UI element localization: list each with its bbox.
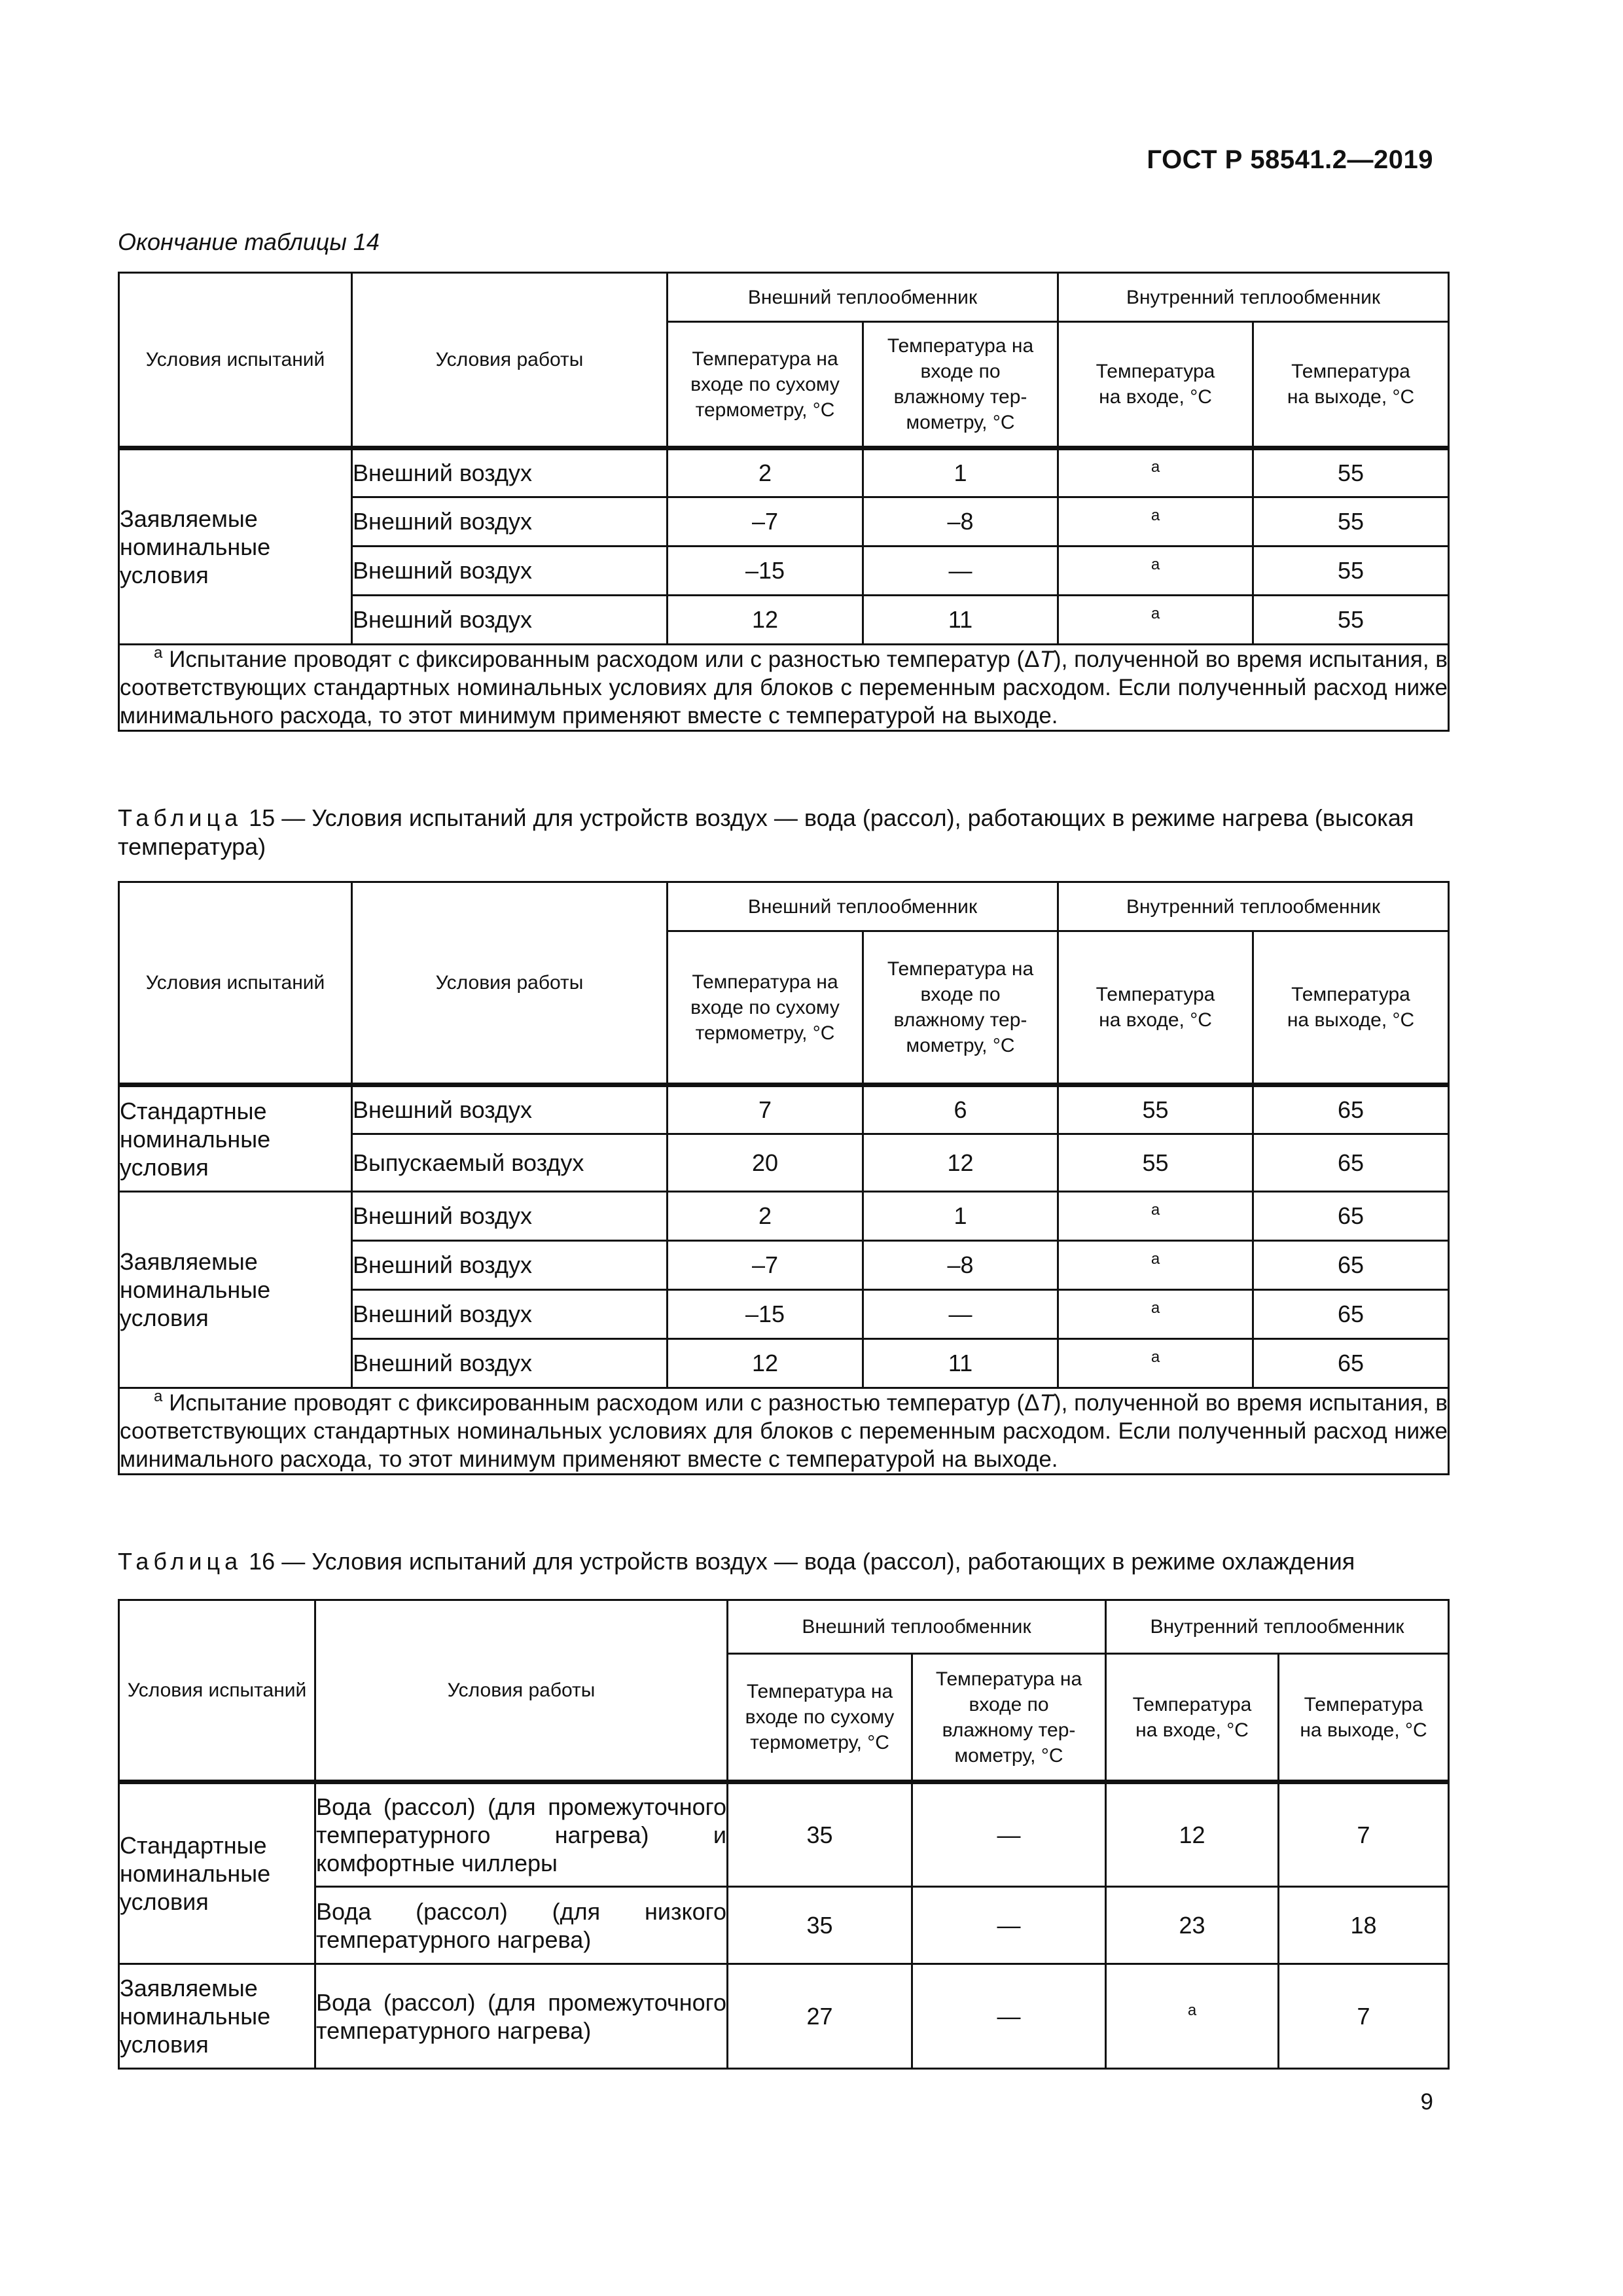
footnote-text-part2: ), полученной во время испытания, в соответствующих стандартных номинальных условиях для блоков с переменным расходом. Если полученный расход ниже минимального расхода, то этот минимум применяют вместе с температурой на выходе.	[120, 647, 1448, 728]
header-test-conditions: Условия испытаний	[119, 1600, 315, 1782]
cell-inlet-footnote-ref	[1058, 1339, 1253, 1388]
footnote-mark: а	[154, 644, 163, 662]
header-test-conditions: Условия испытаний	[119, 882, 352, 1085]
table-16	[118, 1599, 1450, 2070]
cell-outlet: 55	[1253, 497, 1449, 547]
cell-work: Внешний воздух	[352, 547, 668, 596]
cell-wet: –8	[863, 1241, 1058, 1290]
header-inlet-temp: Температура на входе, °С	[1058, 931, 1253, 1085]
cell-inlet-footnote-ref	[1106, 1964, 1279, 2069]
footnote-text-part1: Испытание проводят с фиксированным расходом или с разностью температур (Δ	[162, 1390, 1040, 1416]
header-indoor-hx: Внутренний теплообменник	[1106, 1600, 1449, 1654]
table-footnote	[119, 645, 1449, 731]
cell-inlet-footnote-ref	[1058, 547, 1253, 596]
cell-inlet-footnote-ref	[1058, 596, 1253, 645]
table14-caption: Окончание таблицы 14	[118, 228, 380, 255]
cell-dry: 12	[668, 1339, 863, 1388]
footnote-text-part2: ), полученной во время испытания, в соответствующих стандартных номинальных условиях для блоков с переменным расходом. Если полученный расход ниже минимального расхода, то этот минимум применяют вместе с температурой на выходе.	[120, 1390, 1448, 1472]
cell-work: Внешний воздух	[352, 1192, 668, 1241]
header-dry-bulb: Температура на входе по сухому термометру, °С	[668, 931, 863, 1085]
table-14-end	[118, 272, 1450, 732]
cell-wet: —	[863, 547, 1058, 596]
header-outdoor-hx: Внешний теплообменник	[728, 1600, 1106, 1654]
cell-work: Внешний воздух	[352, 1241, 668, 1290]
footnote-ref: а	[1187, 2001, 1197, 2019]
cell-wet: –8	[863, 497, 1058, 547]
cell-dry: –15	[668, 547, 863, 596]
cell-work: Выпускаемый воздух	[352, 1134, 668, 1192]
cell-dry: 35	[728, 1782, 912, 1887]
group-label: Заявляемые номинальные условия	[119, 1964, 315, 2069]
document-code: ГОСТ Р 58541.2—2019	[1147, 145, 1433, 174]
footnote-ref: а	[1150, 605, 1160, 622]
cell-outlet: 7	[1279, 1782, 1449, 1887]
footnote-ref: а	[1150, 1201, 1160, 1219]
cell-outlet: 7	[1279, 1964, 1449, 2069]
cell-inlet-footnote-ref	[1058, 1192, 1253, 1241]
cell-outlet: 65	[1253, 1085, 1449, 1134]
header-wet-bulb: Температура на входе по влажному термометру, °С	[912, 1654, 1106, 1782]
header-inlet-temp: Температура на входе, °С	[1058, 322, 1253, 448]
cell-work: Внешний воздух	[352, 448, 668, 497]
cell-wet: 11	[863, 1339, 1058, 1388]
header-indoor-hx: Внутренний теплообменник	[1058, 882, 1449, 931]
cell-outlet: 55	[1253, 596, 1449, 645]
table15-title: 15 — Условия испытаний для устройств воздух — вода (рассол), работающих в режиме нагрева (высокая температура)	[118, 804, 1414, 860]
cell-dry: 2	[668, 1192, 863, 1241]
cell-wet: 1	[863, 448, 1058, 497]
cell-wet: 11	[863, 596, 1058, 645]
footnote-ref: а	[1150, 1250, 1160, 1268]
cell-wet: 6	[863, 1085, 1058, 1134]
table-footnote	[119, 1388, 1449, 1475]
cell-work: Вода (рассол) (для промежуточного температурного нагрева) и комфортные чиллеры	[315, 1782, 728, 1887]
cell-work: Вода (рассол) (для промежуточного температурного нагрева)	[315, 1964, 728, 2069]
cell-inlet: 55	[1058, 1085, 1253, 1134]
table15-caption	[118, 804, 1433, 861]
footnote-ref: а	[1150, 1299, 1160, 1317]
footnote-text-part1: Испытание проводят с фиксированным расходом или с разностью температур (Δ	[162, 647, 1040, 672]
cell-wet: 12	[863, 1134, 1058, 1192]
cell-wet: —	[912, 1782, 1106, 1887]
header-work-conditions: Условия работы	[352, 882, 668, 1085]
cell-wet: —	[912, 1964, 1106, 2069]
header-wet-bulb: Температура на входе по влажному термометру, °С	[863, 931, 1058, 1085]
header-wet-bulb: Температура на входе по влажному термометру, °С	[863, 322, 1058, 448]
group-label: Заявляемые номинальные условия	[119, 448, 352, 645]
cell-dry: 20	[668, 1134, 863, 1192]
header-dry-bulb: Температура на входе по сухому термометру, °С	[728, 1654, 912, 1782]
header-outlet-temp: Температура на выходе, °С	[1253, 931, 1449, 1085]
table-15	[118, 881, 1450, 1475]
footnote-ref: а	[1150, 458, 1160, 476]
cell-outlet: 65	[1253, 1192, 1449, 1241]
page-number: 9	[1420, 2089, 1433, 2115]
cell-dry: 7	[668, 1085, 863, 1134]
cell-work: Вода (рассол) (для низкого температурного нагрева)	[315, 1887, 728, 1964]
table-label: Таблица	[118, 1548, 243, 1575]
header-inlet-temp: Температура на входе, °С	[1106, 1654, 1279, 1782]
cell-outlet: 18	[1279, 1887, 1449, 1964]
cell-outlet: 65	[1253, 1134, 1449, 1192]
footnote-ref: а	[1150, 556, 1160, 573]
footnote-ref: а	[1150, 507, 1160, 524]
cell-dry: 27	[728, 1964, 912, 2069]
header-outlet-temp: Температура на выходе, °С	[1279, 1654, 1449, 1782]
cell-outlet: 55	[1253, 547, 1449, 596]
header-work-conditions: Условия работы	[352, 273, 668, 448]
cell-outlet: 65	[1253, 1290, 1449, 1339]
cell-dry: –15	[668, 1290, 863, 1339]
cell-wet: 1	[863, 1192, 1058, 1241]
footnote-ref: а	[1150, 1348, 1160, 1366]
cell-dry: –7	[668, 1241, 863, 1290]
cell-dry: 2	[668, 448, 863, 497]
header-test-conditions: Условия испытаний	[119, 273, 352, 448]
cell-outlet: 55	[1253, 448, 1449, 497]
cell-outlet: 65	[1253, 1339, 1449, 1388]
footnote-delta-var: T	[1039, 647, 1054, 672]
cell-work: Внешний воздух	[352, 596, 668, 645]
cell-outlet: 65	[1253, 1241, 1449, 1290]
cell-inlet-footnote-ref	[1058, 448, 1253, 497]
group-label: Стандартные номинальные условия	[119, 1085, 352, 1192]
cell-inlet: 12	[1106, 1782, 1279, 1887]
header-work-conditions: Условия работы	[315, 1600, 728, 1782]
footnote-delta-var: T	[1039, 1390, 1054, 1416]
group-label: Заявляемые номинальные условия	[119, 1192, 352, 1388]
cell-wet: —	[912, 1887, 1106, 1964]
table16-title: 16 — Условия испытаний для устройств воздух — вода (рассол), работающих в режиме охлаждения	[242, 1548, 1355, 1575]
cell-wet: —	[863, 1290, 1058, 1339]
header-outlet-temp: Температура на выходе, °С	[1253, 322, 1449, 448]
cell-inlet: 23	[1106, 1887, 1279, 1964]
footnote-mark: а	[154, 1388, 163, 1405]
header-outdoor-hx: Внешний теплообменник	[668, 273, 1058, 322]
cell-inlet-footnote-ref	[1058, 1290, 1253, 1339]
cell-inlet-footnote-ref	[1058, 1241, 1253, 1290]
table-label: Таблица	[118, 804, 243, 831]
header-indoor-hx: Внутренний теплообменник	[1058, 273, 1449, 322]
group-label: Стандартные номинальные условия	[119, 1782, 315, 1964]
header-outdoor-hx: Внешний теплообменник	[668, 882, 1058, 931]
header-dry-bulb: Температура на входе по сухому термометру, °С	[668, 322, 863, 448]
cell-dry: –7	[668, 497, 863, 547]
cell-work: Внешний воздух	[352, 1290, 668, 1339]
cell-work: Внешний воздух	[352, 1339, 668, 1388]
cell-inlet: 55	[1058, 1134, 1253, 1192]
table16-caption	[118, 1547, 1433, 1576]
cell-dry: 12	[668, 596, 863, 645]
cell-inlet-footnote-ref	[1058, 497, 1253, 547]
cell-work: Внешний воздух	[352, 497, 668, 547]
cell-work: Внешний воздух	[352, 1085, 668, 1134]
cell-dry: 35	[728, 1887, 912, 1964]
